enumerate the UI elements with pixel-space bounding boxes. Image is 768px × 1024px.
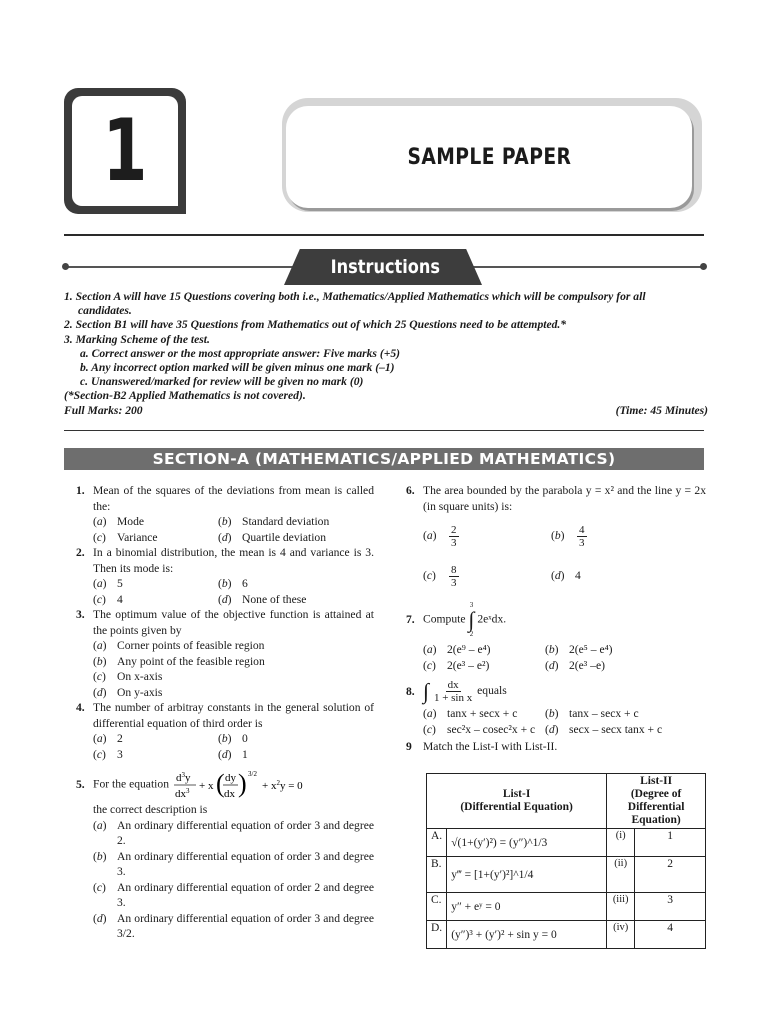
table-row: C. y″ + eʸ = 0 (iii) 3 [427,893,706,921]
svg-text:dy: dy [224,772,236,784]
match-table [426,773,706,949]
option-d: (d) 1 [218,747,248,761]
list-2-header: List-II (Degree of Differential Equation) [607,774,706,829]
q5-equation [172,768,322,802]
equation-b: y‴ = [1+(y′)²]^1/4 [447,857,607,893]
svg-text:+ x: + x [198,780,214,792]
section-title: SECTION-A (MATHEMATICS/APPLIED MATHEMATICS) [152,450,616,468]
instruction-3c: c. Unanswered/marked for review will be given no mark (0) [80,375,364,389]
chapter-number-box [64,88,186,214]
svg-text:): ) [237,769,247,798]
svg-text:3/2: 3/2 [247,770,257,778]
instruction-3b: b. Any incorrect option marked will be given minus one mark (–1) [80,361,395,375]
option-b: (b) 0 [218,732,248,745]
instructions-heading: Instructions [330,256,440,278]
divider [64,430,704,431]
option-c: (c) 3 [93,747,123,761]
svg-text:+ x2y = 0: + $x^2y = 0$ [261,779,303,792]
option-d: (d) None of these [218,592,307,606]
option-d: (d) On y-axis [93,685,163,699]
option-b: (b) 2(e⁵ – e⁴) [545,643,613,656]
option-a: (a) 2 [93,732,123,745]
svg-text:dx3: $dx^3$ [174,787,190,800]
instruction-note: (*Section-B2 Applied Mathematics is not covered). [64,389,306,403]
integral-sign: ∫ [423,678,430,704]
question-2: 2. In a binomial distribution, the mean is 4 and variance is 3. Then its mode is: [76,546,374,575]
option-a: (a) $\frac{2}{3}$ [423,523,457,549]
table-row: D. (y″)³ + (y′)² + sin y = 0 (iv) 4 [427,921,706,949]
option-b: (b) An ordinary differential equation of order 3 and degree 3. [93,849,374,878]
question-6: 6. The area bounded by the parabola y = x² and the line y = 2x (in square units) is: [406,484,706,513]
option-a: (a) Corner points of feasible region [93,639,265,652]
option-b: (b) 6 [218,577,248,590]
option-c: (c) On x-axis [93,670,163,683]
option-d: (d) 4 [551,569,581,583]
rule-dot-left [62,263,69,270]
option-a: (a) tanx + secx + c [423,707,518,720]
option-c: (c) sec²x – cosec²x + c [423,722,536,736]
equation-a: √(1+(y′)²) = (y″)^1/3 [447,829,607,857]
divider [64,234,704,236]
instructions-list [64,290,708,418]
equation-c: y″ + eʸ = 0 [447,893,607,921]
questions-left-column [76,483,374,942]
question-9: 9 Match the List-I with List-II. [406,740,558,753]
full-marks: Full Marks: 200 [64,403,143,417]
table-row: B. y‴ = [1+(y′)²]^1/4 (ii) 2 [427,857,706,893]
questions-right-column [406,483,706,755]
option-c: (c) $\frac{8}{3}$ [423,563,457,589]
instruction-1-cont: candidates. [78,304,132,318]
option-c: (c) 4 [93,592,123,606]
option-a: (a) 2(e⁹ – e⁴) [423,643,491,656]
option-b: (b) Any point of the feasible region [93,654,265,668]
option-b: (b) Standard deviation [218,515,330,528]
option-d: (d) 2(e³ –e) [545,658,605,672]
svg-text:d3y: $d^3y$ [175,771,191,784]
integral-sign: 3 ∫ 2 [468,601,475,638]
page-title: SAMPLE PAPER [407,144,571,170]
option-d: (d) Quartile deviation [218,530,327,544]
svg-text:(: ( [215,769,225,798]
question-5: 5. For the equation $d^3y$ $dx^3$ + x ( dy dx ) 3/2 + $x^2y = 0$ [76,768,374,802]
time-limit: (Time: 45 Minutes) [615,403,708,417]
instruction-2: 2. Section B1 will have 35 Questions from Mathematics out of which 25 Questions need to be attempted.* [64,318,567,332]
instruction-1: 1. Section A will have 15 Questions covering both i.e., Mathematics/Applied Mathematics which will be compulsory for all [64,290,646,303]
table-row: A. √(1+(y′)²) = (y″)^1/3 (i) 1 [427,829,706,857]
question-3: 3. The optimum value of the objective function is attained at the points given by [76,608,374,637]
option-b: (b) $\frac{4}{3}$ [551,523,585,549]
instruction-3a: a. Correct answer or the most appropriate answer: Five marks (+5) [80,346,400,360]
question-1: 1. Mean of the squares of the deviations from mean is called the: [76,484,374,513]
q5-prompt: the correct description is [93,803,208,816]
title-box [286,106,692,208]
option-b: (b) tanx – secx + c [545,707,639,720]
option-c: (c) 2(e³ – e²) [423,658,490,672]
option-d: (d) An ordinary differential equation of order 3 and degree 3/2. [93,911,374,940]
equation-d: (y″)³ + (y′)² + sin y = 0 [447,921,607,949]
question-8: 8. ∫ $\frac{dx}{\text{1 + sin x}}$ equals [406,678,507,704]
option-a: (a) An ordinary differential equation of order 3 and degree 2. [93,818,374,847]
question-4: 4. The number of arbitray constants in the general solution of differential equation of third order is [76,701,374,730]
section-header [64,448,704,470]
chapter-number: 1 [102,101,148,201]
rule-dot-right [700,263,707,270]
option-a: (a) Mode [93,515,145,528]
option-c: (c) Variance [93,530,158,544]
option-c: (c) An ordinary differential equation of order 2 and degree 3. [93,880,374,909]
question-7: 7. Compute 3 ∫ 2 2eˣdx. [406,601,507,638]
option-d: (d) secx – secx tanx + c [545,722,663,736]
instruction-3: 3. Marking Scheme of the test. [64,332,210,346]
svg-text:dx: dx [223,788,235,800]
list-1-header: List-I (Differential Equation) [427,774,607,829]
option-a: (a) 5 [93,577,123,590]
